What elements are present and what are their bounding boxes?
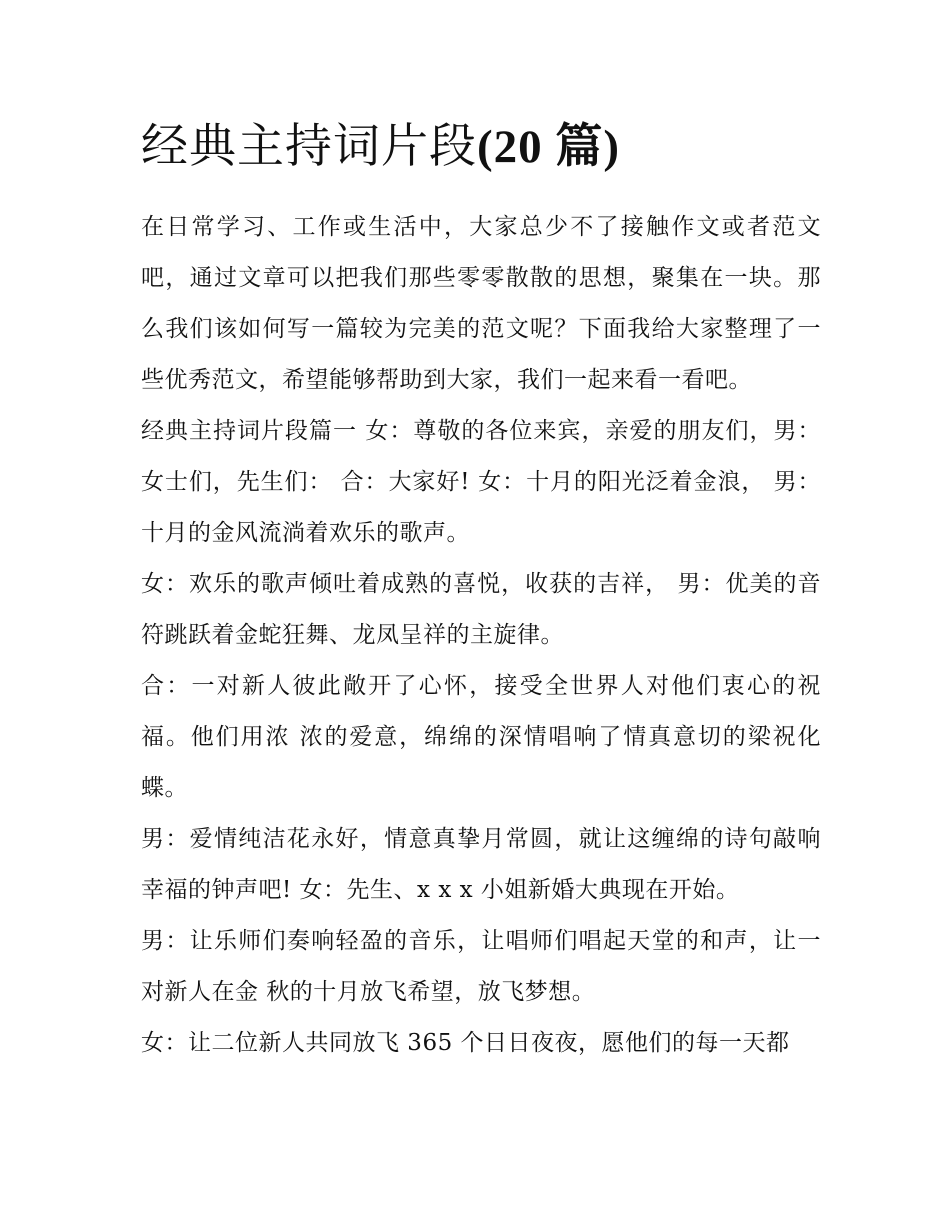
body-paragraph: 合：一对新人彼此敞开了心怀，接受全世界人对他们衷心的祝福。他们用浓 浓的爱意，绵绵的深情唱响了情真意切的梁祝化蝶。	[141, 673, 821, 801]
document-title	[141, 112, 821, 182]
body-paragraph: 经典主持词片段篇一 女：尊敬的各位来宾，亲爱的朋友们，男：女士们，先生们： 合：大家好! 女：十月的阳光泛着金浪， 男：十月的金风流淌着欢乐的歌声。	[141, 418, 821, 546]
title-main-text: 经典主持词片段	[141, 119, 477, 174]
body-paragraph: 女：欢乐的歌声倾吐着成熟的喜悦，收获的吉祥， 男：优美的音符跳跃着金蛇狂舞、龙凤呈祥的主旋律。	[141, 571, 821, 648]
title-count-text: (20 篇)	[477, 121, 621, 173]
document-page	[141, 112, 821, 1069]
body-paragraph: 女：让二位新人共同放飞 365 个日日夜夜，愿他们的每一天都	[141, 1030, 790, 1056]
body-paragraph: 男：让乐师们奏响轻盈的音乐，让唱师们唱起天堂的和声，让一对新人在金 秋的十月放飞希望，放飞梦想。	[141, 928, 821, 1005]
body-paragraph: 男：爱情纯洁花永好，情意真挚月常圆，就让这缠绵的诗句敲响幸福的钟声吧! 女：先生、x x x 小姐新婚大典现在开始。	[141, 826, 821, 903]
intro-paragraph: 在日常学习、工作或生活中，大家总少不了接触作文或者范文吧，通过文章可以把我们那些零零散散的思想，聚集在一块。那么我们该如何写一篇较为完美的范文呢？下面我给大家整理了一些优秀范文，希望能够帮助到大家，我们一起来看一看吧。	[141, 214, 821, 393]
